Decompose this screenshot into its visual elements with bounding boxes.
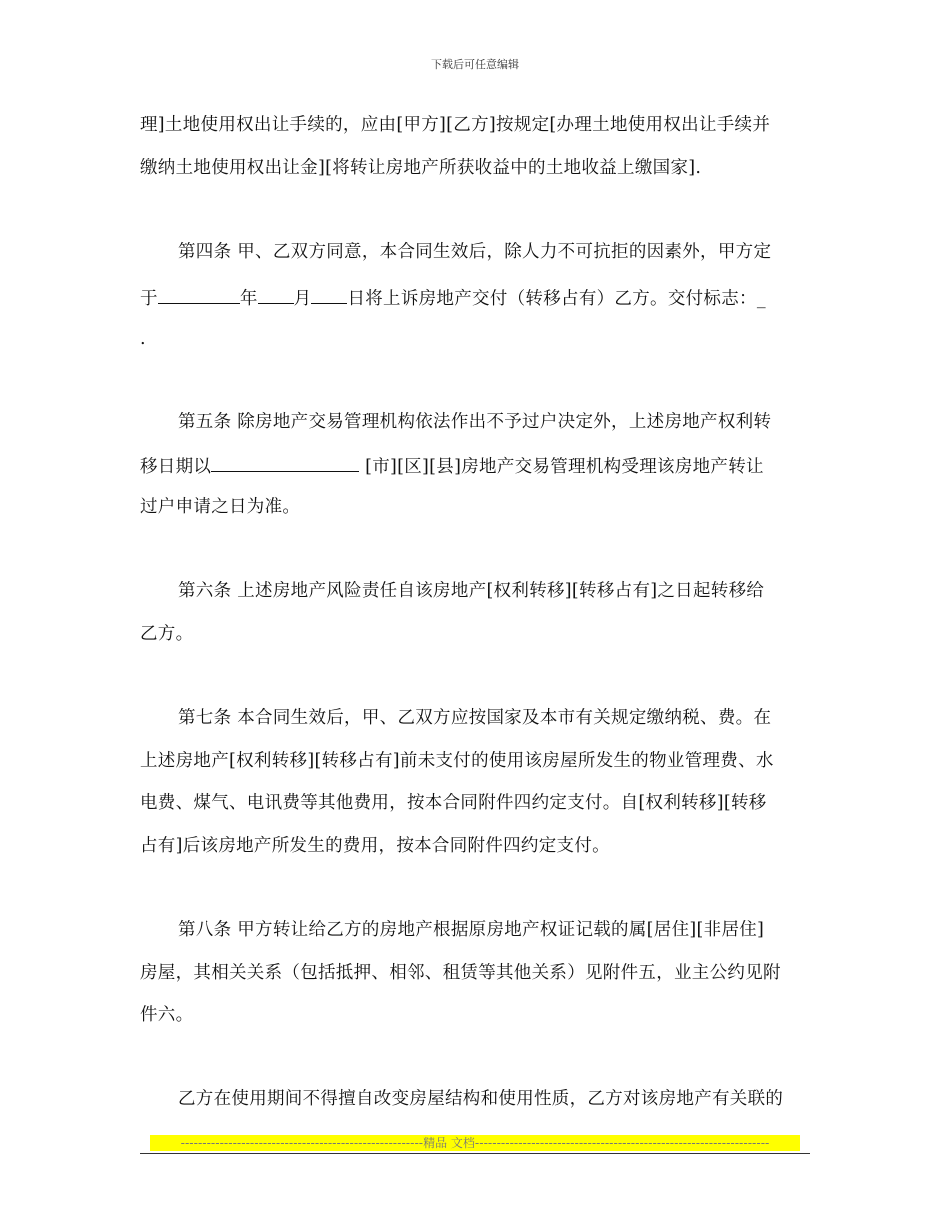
body-text: _ <box>756 289 766 309</box>
article-7-line: 第七条 本合同生效后，甲、乙双方应按国家及本市有关规定缴纳税、费。在 <box>178 708 772 728</box>
day-blank[interactable] <box>311 285 347 304</box>
body-text: [市][区][县]房地产交易管理机构受理该房地产转让 <box>359 457 764 477</box>
body-text: 移日期以 <box>140 457 212 477</box>
month-blank[interactable] <box>258 285 294 304</box>
article-4-date-line <box>140 285 820 311</box>
body-line: 过户申请之日为准。 <box>140 497 301 517</box>
body-line: 乙方在使用期间不得擅自改变房屋结构和使用性质，乙方对该房地产有关联的 <box>178 1089 784 1109</box>
body-text: 月 <box>293 289 312 309</box>
body-line: . <box>140 329 146 349</box>
body-line: 电费、煤气、电讯费等其他费用，按本合同附件四约定支付。自[权利转移][转移 <box>140 793 767 813</box>
body-line: 理]土地使用权出让手续的，应由[甲方][乙方]按规定[办理土地使用权出让手续并 <box>140 115 771 135</box>
body-text: 日将上诉房地产交付（转移占有）乙方。交付标志： <box>347 289 757 309</box>
body-text: 年 <box>239 289 258 309</box>
body-line: 缴纳土地使用权出让金][将转让房地产所获收益中的土地收益上缴国家]. <box>140 158 702 178</box>
footer-banner: --------------------------------------------------------精品 文档-------------------------------------------------------------------- <box>150 1135 800 1151</box>
body-line: 房屋，其相关关系（包括抵押、相邻、租赁等其他关系）见附件五，业主公约见附 <box>140 963 781 983</box>
article-8-line: 第八条 甲方转让给乙方的房地产根据原房地产权证记载的属[居住][非居住] <box>178 920 765 940</box>
article-5-date-line <box>140 453 820 479</box>
body-line: 上述房地产[权利转移][转移占有]前未支付的使用该房屋所发生的物业管理费、水 <box>140 751 774 771</box>
page-header: 下载后可任意编辑 <box>431 58 519 71</box>
article-4-line: 第四条 甲、乙双方同意，本合同生效后，除人力不可抗拒的因素外，甲方定 <box>178 242 772 262</box>
body-line: 件六。 <box>140 1005 194 1025</box>
footer-divider <box>140 1153 810 1154</box>
article-6-line: 第六条 上述房地产风险责任自该房地产[权利转移][转移占有]之日起转移给 <box>178 581 765 601</box>
body-line: 乙方。 <box>140 624 194 644</box>
transfer-date-blank[interactable] <box>211 453 359 472</box>
article-5-line: 第五条 除房地产交易管理机构依法作出不予过户决定外，上述房地产权利转 <box>178 412 772 432</box>
body-line: 占有]后该房地产所发生的费用，按本合同附件四约定支付。 <box>140 836 610 856</box>
body-text: 于 <box>140 289 158 309</box>
year-blank[interactable] <box>158 285 240 304</box>
